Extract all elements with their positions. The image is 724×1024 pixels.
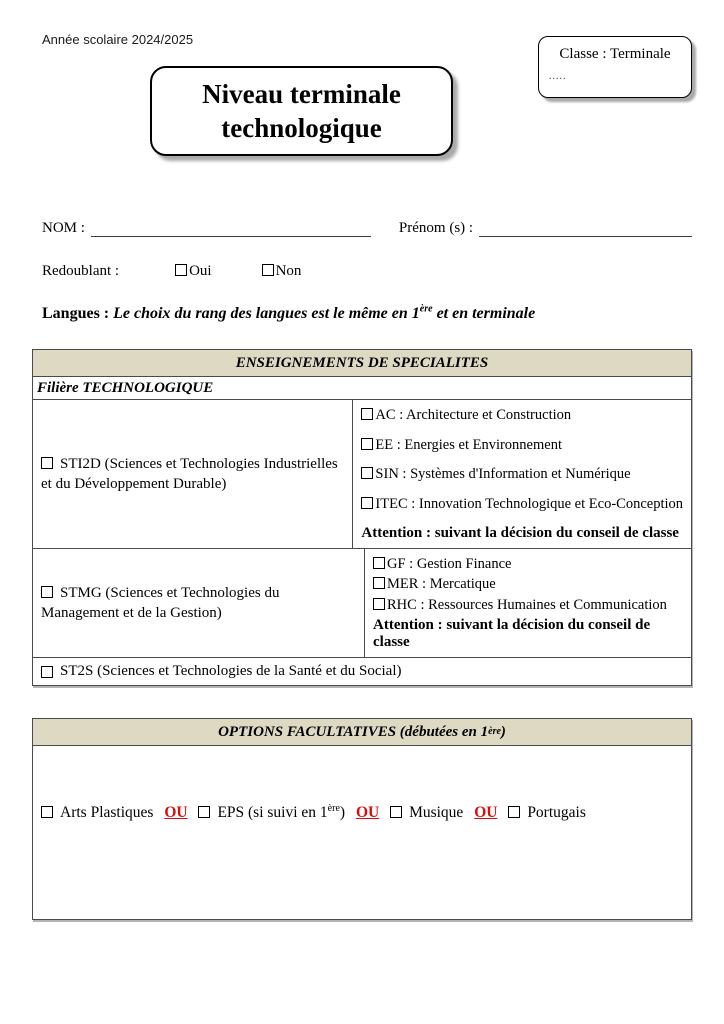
nom-input[interactable] (91, 221, 371, 237)
redoublant-non-label: Non (275, 263, 302, 279)
specialites-header: ENSEIGNEMENTS DE SPECIALITES (33, 350, 691, 377)
option-gf: GF : Gestion Finance (373, 556, 683, 573)
itec-checkbox[interactable] (361, 497, 373, 509)
ac-checkbox[interactable] (361, 408, 373, 420)
redoublant-row (42, 263, 301, 280)
st2s-checkbox[interactable] (41, 666, 53, 678)
prenom-label: Prénom (s) : (398, 220, 474, 236)
nom-label: NOM : (42, 220, 85, 236)
eps-label: EPS (si suivi en 1ère) (217, 802, 346, 821)
stmg-cell (33, 549, 365, 657)
option-ac: AC : Architecture et Construction (361, 407, 683, 424)
redoublant-oui-choice (175, 263, 212, 280)
page-title-line2: technologique (221, 113, 382, 143)
arts-plastiques-checkbox[interactable] (41, 806, 53, 818)
page-title-line1: Niveau terminale (202, 79, 401, 109)
ou-separator-2: OU (355, 804, 380, 821)
portugais-label: Portugais (527, 804, 586, 821)
sti2d-checkbox[interactable] (41, 457, 53, 469)
classe-box (538, 36, 692, 98)
option-rhc: RHC : Ressources Humaines et Communication (373, 597, 683, 614)
langues-note-text: Le choix du rang des langues est le même en 1ère et en terminale (113, 303, 536, 322)
musique-label: Musique (409, 804, 464, 821)
sti2d-row (33, 400, 691, 549)
sti2d-warning: Attention : suivant la décision du conseil de classe (361, 525, 679, 541)
option-ee: EE : Energies et Environnement (361, 437, 683, 454)
sti2d-label: STI2D (Sciences et Technologies Industrielles et du Développement Durable) (41, 456, 338, 492)
portugais-checkbox[interactable] (508, 806, 520, 818)
redoublant-oui-checkbox[interactable] (175, 264, 187, 276)
eps-checkbox[interactable] (198, 806, 210, 818)
st2s-label: ST2S (Sciences et Technologies de la Santé et du Social) (60, 663, 402, 679)
stmg-options-cell (365, 549, 691, 657)
stmg-label: STMG (Sciences et Technologies du Management et de la Gestion) (41, 585, 280, 621)
filiere-row: Filière TECHNOLOGIQUE (33, 377, 691, 400)
classe-label: Classe : Terminale (559, 46, 671, 62)
redoublant-non-choice (262, 263, 302, 280)
sti2d-cell (33, 400, 353, 548)
sin-checkbox[interactable] (361, 467, 373, 479)
prenom-input[interactable] (479, 221, 692, 237)
options-facultatives-table (32, 718, 692, 920)
options-choices-line (41, 804, 586, 822)
langues-note (42, 305, 535, 323)
musique-checkbox[interactable] (390, 806, 402, 818)
redoublant-non-checkbox[interactable] (262, 264, 274, 276)
classe-dots[interactable]: ..... (549, 71, 567, 82)
stmg-warning: Attention : suivant la décision du conseil de classe (373, 616, 651, 650)
options-facultatives-header: OPTIONS FACULTATIVES (débutées en 1 ère ) (33, 719, 691, 746)
langues-label: Langues : (42, 305, 110, 322)
options-facultatives-body (33, 746, 691, 919)
ee-checkbox[interactable] (361, 438, 373, 450)
redoublant-label: Redoublant : (42, 263, 120, 279)
sti2d-options-cell (353, 400, 691, 548)
school-year-label: Année scolaire 2024/2025 (42, 32, 194, 47)
gf-checkbox[interactable] (373, 557, 385, 569)
rhc-checkbox[interactable] (373, 598, 385, 610)
page-title (150, 66, 453, 156)
option-mer: MER : Mercatique (373, 576, 683, 593)
option-itec: ITEC : Innovation Technologique et Eco-Conception (361, 496, 683, 513)
mer-checkbox[interactable] (373, 577, 385, 589)
ou-separator-1: OU (164, 804, 188, 821)
arts-plastiques-label: Arts Plastiques (60, 804, 154, 821)
stmg-row (33, 549, 691, 658)
option-sin: SIN : Systèmes d'Information et Numérique (361, 466, 683, 483)
st2s-row (33, 658, 691, 685)
ou-separator-3: OU (474, 804, 498, 821)
redoublant-oui-label: Oui (189, 263, 212, 279)
identity-row (42, 220, 692, 237)
specialites-table (32, 349, 692, 686)
stmg-checkbox[interactable] (41, 586, 53, 598)
